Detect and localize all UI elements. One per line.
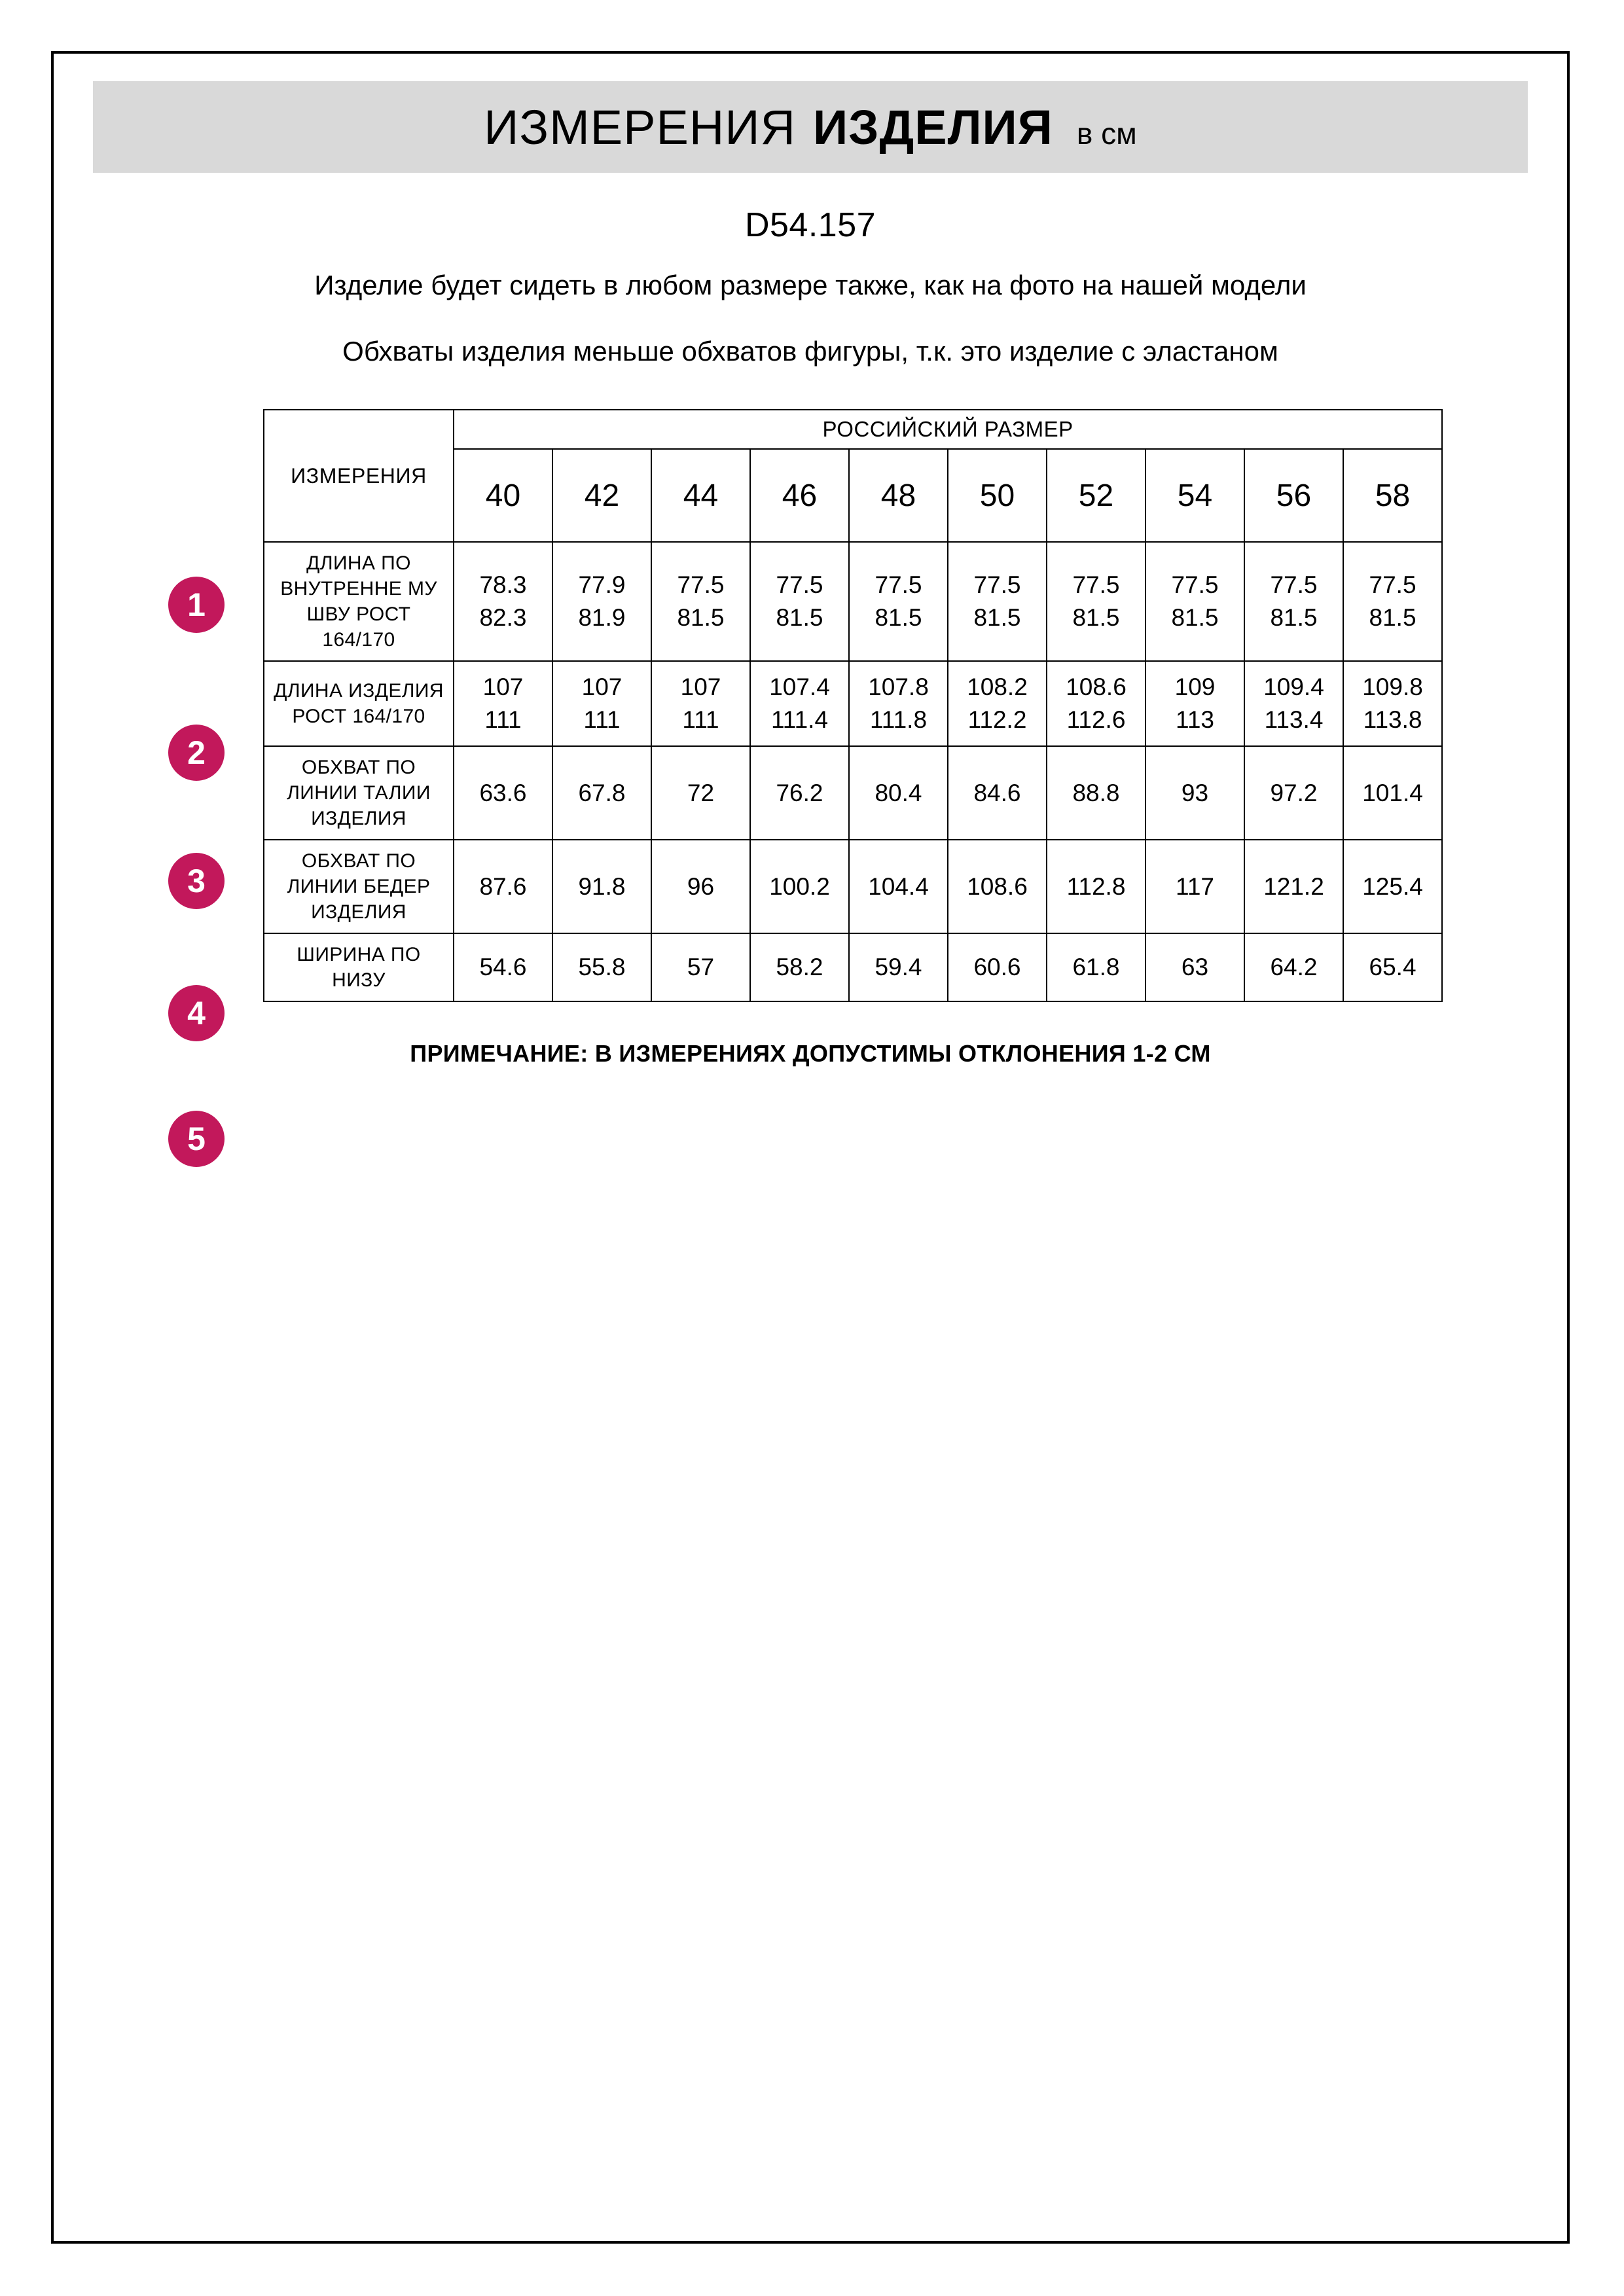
cell-r2-c1: 67.8: [552, 746, 651, 840]
cell-top: 109.4: [1263, 673, 1324, 701]
cell-top: 77.9: [578, 571, 626, 599]
cell-r4-c2: 57: [651, 933, 750, 1001]
cell-r3-c3: 100.2: [750, 840, 849, 933]
title-unit-cm: в см: [1076, 117, 1137, 151]
cell-r4-c0: 54.6: [454, 933, 552, 1001]
cell-r1-c1: [552, 661, 651, 746]
row-label-bottom-width: ШИРИНА ПО НИЗУ: [264, 933, 454, 1001]
cell-r3-c2: 96: [651, 840, 750, 933]
cell-r1-c2: [651, 661, 750, 746]
title-banner: [93, 81, 1528, 173]
cell-r0-c4: [849, 542, 948, 661]
cell-bottom: 81.5: [1270, 604, 1318, 632]
document-page: [51, 51, 1570, 2244]
cell-top: 77.5: [973, 571, 1021, 599]
cell-bottom: 113.4: [1264, 706, 1324, 734]
group-header-russian-size: РОССИЙСКИЙ РАЗМЕР: [454, 410, 1442, 449]
bullet-1: 1: [168, 577, 225, 633]
cell-top: 108.2: [967, 673, 1028, 701]
bullet-5: 5: [168, 1111, 225, 1167]
cell-top: 107.4: [769, 673, 830, 701]
cell-top: 77.5: [1072, 571, 1120, 599]
cell-r2-c0: 63.6: [454, 746, 552, 840]
size-header-50: 50: [948, 449, 1047, 542]
cell-r0-c3: [750, 542, 849, 661]
cell-r4-c9: 65.4: [1343, 933, 1442, 1001]
cell-r4-c4: 59.4: [849, 933, 948, 1001]
cell-bottom: 81.9: [578, 604, 626, 632]
size-header-40: 40: [454, 449, 552, 542]
cell-r3-c0: 87.6: [454, 840, 552, 933]
cell-r4-c5: 60.6: [948, 933, 1047, 1001]
cell-r3-c6: 112.8: [1047, 840, 1146, 933]
table-row: [264, 661, 1442, 746]
cell-r3-c7: 117: [1146, 840, 1244, 933]
cell-r0-c6: [1047, 542, 1146, 661]
table-row: [264, 746, 1442, 840]
cell-bottom: 111.8: [869, 706, 928, 734]
row-label-waist: ОБХВАТ ПО ЛИНИИ ТАЛИИ ИЗДЕЛИЯ: [264, 746, 454, 840]
cell-r0-c5: [948, 542, 1047, 661]
cell-r1-c9: [1343, 661, 1442, 746]
title-word-product: ИЗДЕЛИЯ: [812, 99, 1053, 154]
cell-r3-c8: 121.2: [1244, 840, 1343, 933]
cell-top: 109.8: [1362, 673, 1423, 701]
cell-top: 108.6: [1066, 673, 1127, 701]
cell-top: 107: [581, 673, 623, 701]
title-word-measurements: ИЗМЕРЕНИЯ: [484, 99, 796, 154]
size-header-58: 58: [1343, 449, 1442, 542]
cell-r3-c5: 108.6: [948, 840, 1047, 933]
cell-top: 77.5: [1369, 571, 1416, 599]
size-header-56: 56: [1244, 449, 1343, 542]
cell-r2-c8: 97.2: [1244, 746, 1343, 840]
cell-r1-c6: [1047, 661, 1146, 746]
bullet-3: 3: [168, 853, 225, 909]
cell-r0-c0: [454, 542, 552, 661]
cell-r4-c1: 55.8: [552, 933, 651, 1001]
cell-r2-c2: 72: [651, 746, 750, 840]
cell-r0-c7: [1146, 542, 1244, 661]
cell-top: 109: [1174, 673, 1216, 701]
cell-r4-c8: 64.2: [1244, 933, 1343, 1001]
cell-bottom: 111: [484, 706, 522, 734]
cell-r1-c5: [948, 661, 1047, 746]
note-elastane: Обхваты изделия меньше обхватов фигуры, т.к. это изделие с эластаном: [342, 335, 1278, 367]
row-label-product-length: ДЛИНА ИЗДЕЛИЯ РОСТ 164/170: [264, 661, 454, 746]
measurements-table: [263, 409, 1443, 1002]
cell-r2-c4: 80.4: [849, 746, 948, 840]
table-row: [264, 840, 1442, 933]
corner-header: ИЗМЕРЕНИЯ: [264, 410, 454, 542]
cell-r4-c6: 61.8: [1047, 933, 1146, 1001]
cell-r3-c9: 125.4: [1343, 840, 1442, 933]
cell-r1-c7: [1146, 661, 1244, 746]
cell-r4-c3: 58.2: [750, 933, 849, 1001]
cell-r2-c6: 88.8: [1047, 746, 1146, 840]
cell-bottom: 113.8: [1363, 706, 1422, 734]
cell-top: 77.5: [776, 571, 823, 599]
cell-r0-c8: [1244, 542, 1343, 661]
bullet-2: 2: [168, 725, 225, 781]
cell-top: 77.5: [677, 571, 725, 599]
cell-top: 107: [482, 673, 524, 701]
note-fit: Изделие будет сидеть в любом размере также, как на фото на нашей модели: [314, 270, 1307, 300]
cell-r2-c9: 101.4: [1343, 746, 1442, 840]
cell-top: 78.3: [479, 571, 527, 599]
table-header-group-row: [264, 410, 1442, 449]
cell-r1-c8: [1244, 661, 1343, 746]
cell-bottom: 81.5: [973, 604, 1021, 632]
cell-bottom: 81.5: [776, 604, 823, 632]
cell-bottom: 81.5: [677, 604, 725, 632]
cell-top: 77.5: [1171, 571, 1219, 599]
size-header-52: 52: [1047, 449, 1146, 542]
row-label-hips: ОБХВАТ ПО ЛИНИИ БЕДЕР ИЗДЕЛИЯ: [264, 840, 454, 933]
size-header-46: 46: [750, 449, 849, 542]
table-row: [264, 933, 1442, 1001]
cell-bottom: 111.4: [770, 706, 829, 734]
size-header-44: 44: [651, 449, 750, 542]
cell-r4-c7: 63: [1146, 933, 1244, 1001]
cell-bottom: 81.5: [1369, 604, 1416, 632]
cell-r1-c0: [454, 661, 552, 746]
cell-r0-c2: [651, 542, 750, 661]
size-header-54: 54: [1146, 449, 1244, 542]
cell-bottom: 81.5: [875, 604, 922, 632]
cell-bottom: 81.5: [1072, 604, 1120, 632]
cell-bottom: 81.5: [1171, 604, 1219, 632]
cell-bottom: 111: [583, 706, 621, 734]
cell-top: 107: [680, 673, 721, 701]
cell-bottom: 111: [682, 706, 719, 734]
article-code: D54.157: [744, 206, 876, 244]
cell-bottom: 113: [1176, 706, 1214, 734]
cell-bottom: 112.6: [1066, 706, 1126, 734]
cell-r1-c4: [849, 661, 948, 746]
cell-r0-c1: [552, 542, 651, 661]
cell-r1-c3: [750, 661, 849, 746]
row-label-inseam-length: ДЛИНА ПО ВНУТРЕННЕ МУ ШВУ РОСТ 164/170: [264, 542, 454, 661]
footnote-tolerance: ПРИМЕЧАНИЕ: В ИЗМЕРЕНИЯХ ДОПУСТИМЫ ОТКЛОНЕНИЯ 1-2 СМ: [410, 1040, 1211, 1067]
cell-top: 77.5: [1270, 571, 1318, 599]
cell-r0-c9: [1343, 542, 1442, 661]
cell-r3-c4: 104.4: [849, 840, 948, 933]
cell-r2-c3: 76.2: [750, 746, 849, 840]
cell-top: 107.8: [868, 673, 929, 701]
cell-bottom: 82.3: [479, 604, 527, 632]
cell-r2-c7: 93: [1146, 746, 1244, 840]
cell-r3-c1: 91.8: [552, 840, 651, 933]
bullet-4: 4: [168, 985, 225, 1041]
cell-top: 77.5: [875, 571, 922, 599]
cell-bottom: 112.2: [967, 706, 1027, 734]
size-header-42: 42: [552, 449, 651, 542]
table-row: [264, 542, 1442, 661]
cell-r2-c5: 84.6: [948, 746, 1047, 840]
size-header-48: 48: [849, 449, 948, 542]
